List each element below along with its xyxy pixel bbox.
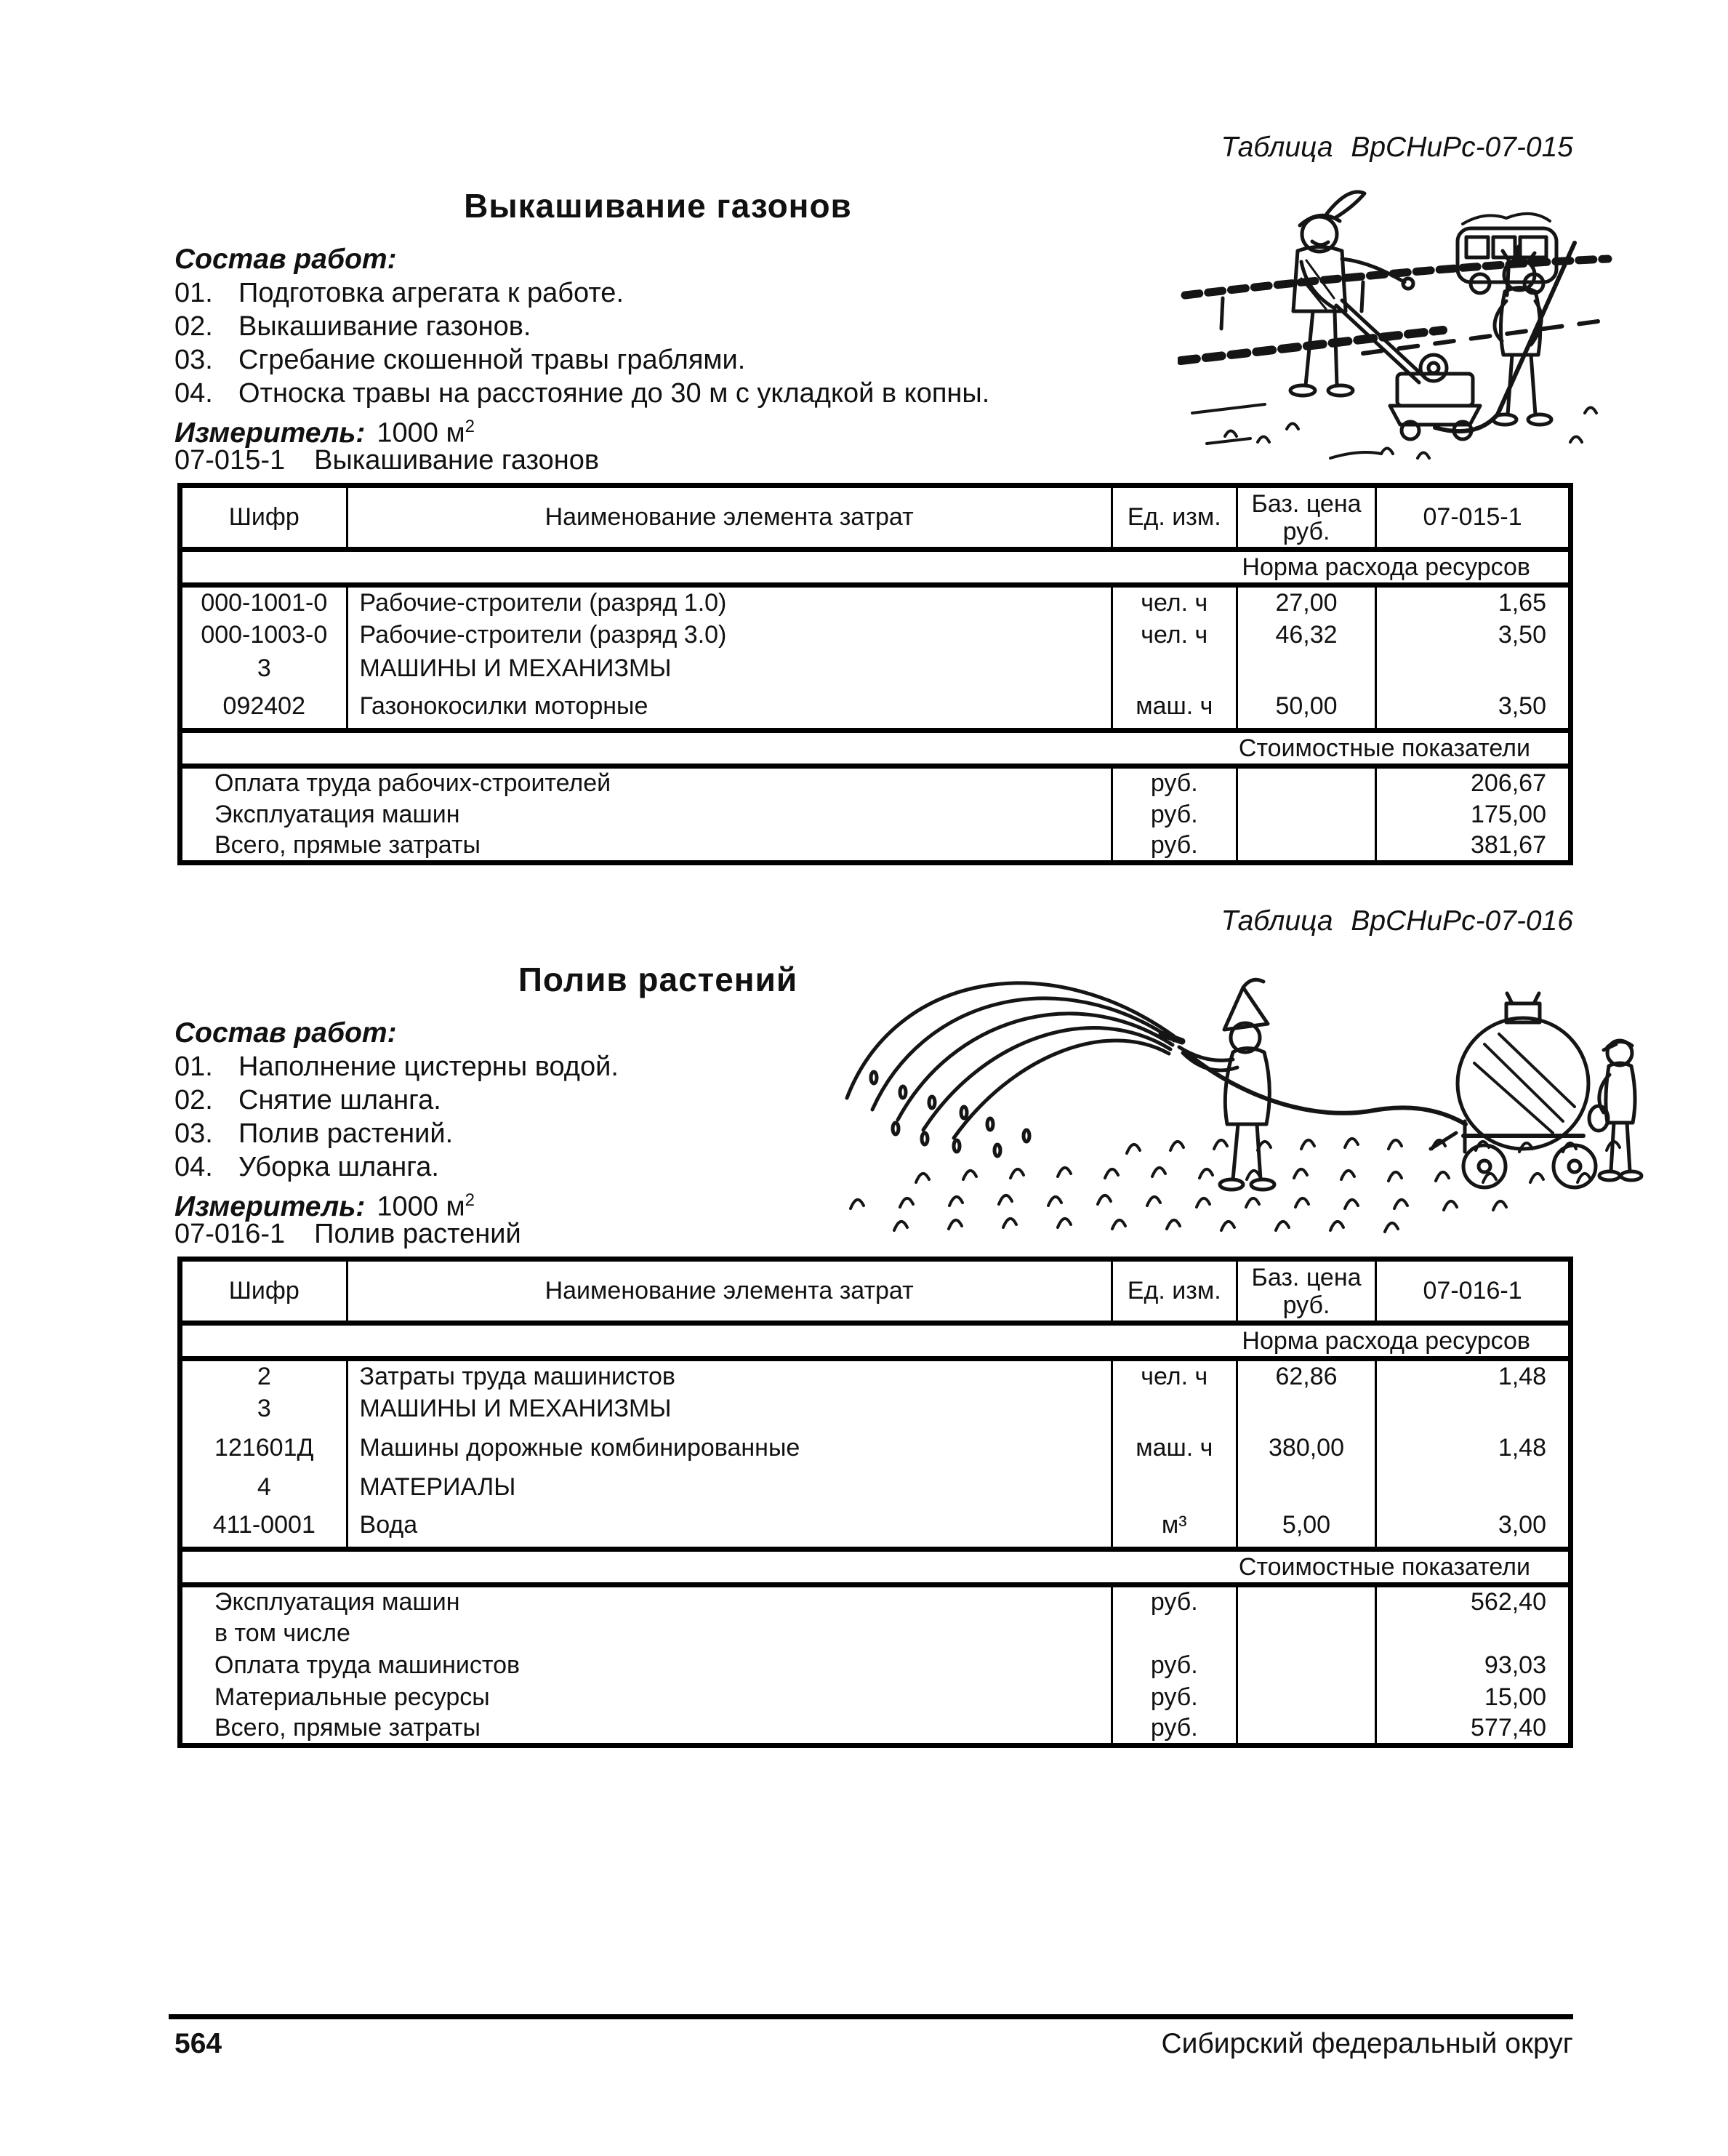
cost-unit: руб.	[1112, 766, 1237, 799]
work-item-text: Полив растений.	[238, 1118, 454, 1149]
meter-superscript: 2	[465, 1190, 475, 1210]
cell-code: 3	[180, 1392, 347, 1426]
band-cost-label: Стоимостные показатели	[180, 1550, 1571, 1585]
cost-base-price	[1237, 830, 1375, 863]
cost-row	[180, 1585, 1571, 1618]
work-item-text: Уборка шланга.	[238, 1152, 439, 1182]
cell-unit: маш. ч	[1112, 1426, 1237, 1471]
work-item-text: Сгребание скошенной травы граблями.	[238, 345, 746, 375]
cell-norm-value: 1,65	[1376, 585, 1571, 619]
cell-code: 092402	[180, 686, 347, 731]
cell-base-price: 380,00	[1237, 1426, 1375, 1471]
cost-value: 206,67	[1376, 766, 1571, 799]
cost-row	[180, 1681, 1571, 1713]
section-title-mowing: Выкашивание газонов	[464, 187, 852, 225]
band-norm-label: Норма расхода ресурсов	[180, 1323, 1571, 1359]
cost-base-price	[1237, 1713, 1375, 1746]
cost-unit	[1112, 1617, 1237, 1649]
cell-unit: маш. ч	[1112, 686, 1237, 731]
cell-name: МАШИНЫ И МЕХАНИЗМЫ	[347, 1392, 1112, 1426]
work-item-text: Подготовка агрегата к работе.	[238, 278, 624, 308]
cost-row	[180, 1713, 1571, 1746]
cost-base-price	[1237, 798, 1375, 830]
cost-label: в том числе	[180, 1617, 1112, 1649]
cost-table-07-015-1	[177, 483, 1573, 865]
section-title-watering: Полив растений	[518, 961, 798, 998]
cell-code: 000-1003-0	[180, 619, 347, 652]
cost-base-price	[1237, 1649, 1375, 1681]
work-item-number: 03.	[174, 1118, 213, 1149]
cell-base-price	[1237, 1392, 1375, 1426]
cost-unit: руб.	[1112, 830, 1237, 863]
cost-unit: руб.	[1112, 1649, 1237, 1681]
cost-table-07-016-1	[177, 1257, 1573, 1748]
table-row-group-header	[180, 1392, 1571, 1426]
col-header-base-price: Баз. цена руб.	[1237, 1259, 1375, 1323]
cell-norm-value	[1376, 1471, 1571, 1504]
cell-norm-value: 1,48	[1376, 1426, 1571, 1471]
table-caption-07-016: Таблица ВрСНиРс-07-016	[1221, 905, 1573, 937]
norm-code: 07-015-1	[174, 445, 286, 476]
cell-unit	[1112, 1471, 1237, 1504]
lawn-mowing-illustration	[1178, 173, 1614, 465]
cell-name: Рабочие-строители (разряд 1.0)	[347, 585, 1112, 619]
cost-label: Эксплуатация машин	[180, 798, 1112, 830]
col-header-unit: Ед. изм.	[1112, 1259, 1237, 1323]
cell-code: 2	[180, 1359, 347, 1392]
cell-base-price: 5,00	[1237, 1504, 1375, 1550]
col-header-base-price: Баз. цена руб.	[1237, 486, 1375, 550]
work-item-text: Наполнение цистерны водой.	[238, 1051, 619, 1082]
cost-label: Оплата труда машинистов	[180, 1649, 1112, 1681]
cell-name: МАТЕРИАЛЫ	[347, 1471, 1112, 1504]
cell-base-price: 50,00	[1237, 686, 1375, 731]
cost-base-price	[1237, 1681, 1375, 1713]
works-label: Состав работ:	[174, 1017, 397, 1049]
table-row	[180, 1504, 1571, 1550]
cell-code: 411-0001	[180, 1504, 347, 1550]
cell-code: 4	[180, 1471, 347, 1504]
works-label: Состав работ:	[174, 244, 397, 275]
cost-row	[180, 1649, 1571, 1681]
cell-name: Рабочие-строители (разряд 3.0)	[347, 619, 1112, 652]
cost-value: 93,03	[1376, 1649, 1571, 1681]
work-item-number: 04.	[174, 1152, 213, 1182]
cost-label: Эксплуатация машин	[180, 1585, 1112, 1618]
page-footer	[174, 2027, 1573, 2061]
cost-unit: руб.	[1112, 1713, 1237, 1746]
table-row	[180, 1426, 1571, 1471]
cost-label: Материальные ресурсы	[180, 1681, 1112, 1713]
table-row	[180, 585, 1571, 619]
cell-base-price: 62,86	[1237, 1359, 1375, 1392]
cell-unit: чел. ч	[1112, 619, 1237, 652]
col-header-unit: Ед. изм.	[1112, 486, 1237, 550]
work-item-text: Выкашивание газонов.	[238, 311, 531, 342]
cell-name: Вода	[347, 1504, 1112, 1550]
cost-unit: руб.	[1112, 1585, 1237, 1618]
cell-unit: чел. ч	[1112, 585, 1237, 619]
work-item-text: Снятие шланга.	[238, 1085, 441, 1115]
meter-label: Измеритель:	[174, 1190, 366, 1222]
table-row	[180, 686, 1571, 731]
work-item-number: 02.	[174, 311, 213, 342]
table-header-row	[180, 1259, 1571, 1323]
band-row-cost	[180, 731, 1571, 766]
work-item-number: 03.	[174, 345, 213, 375]
cell-base-price	[1237, 652, 1375, 686]
table-row	[180, 619, 1571, 652]
cell-base-price: 46,32	[1237, 619, 1375, 652]
cost-row	[180, 798, 1571, 830]
col-header-code: Шифр	[180, 1259, 347, 1323]
cost-label: Всего, прямые затраты	[180, 1713, 1112, 1746]
cost-label: Всего, прямые затраты	[180, 830, 1112, 863]
cell-name: Машины дорожные комбинированные	[347, 1426, 1112, 1471]
work-item-number: 04.	[174, 378, 213, 409]
col-header-norm-code: 07-016-1	[1376, 1259, 1571, 1323]
cost-value: 15,00	[1376, 1681, 1571, 1713]
band-row-cost	[180, 1550, 1571, 1585]
cell-norm-value: 3,50	[1376, 619, 1571, 652]
col-header-code: Шифр	[180, 486, 347, 550]
cell-unit: чел. ч	[1112, 1359, 1237, 1392]
cell-name: Затраты труда машинистов	[347, 1359, 1112, 1392]
cell-unit	[1112, 1392, 1237, 1426]
footer-region: Сибирский федеральный округ	[1161, 2028, 1573, 2059]
cell-base-price: 27,00	[1237, 585, 1375, 619]
work-item-number: 01.	[174, 1051, 213, 1082]
col-header-name: Наименование элемента затрат	[347, 1259, 1112, 1323]
cost-base-price	[1237, 766, 1375, 799]
table-header-row	[180, 486, 1571, 550]
cell-norm-value: 3,00	[1376, 1504, 1571, 1550]
work-item-number: 02.	[174, 1085, 213, 1115]
band-cost-label: Стоимостные показатели	[180, 731, 1571, 766]
norm-code: 07-016-1	[174, 1219, 286, 1249]
cost-unit: руб.	[1112, 798, 1237, 830]
cell-name: МАШИНЫ И МЕХАНИЗМЫ	[347, 652, 1112, 686]
meter-superscript: 2	[465, 417, 475, 436]
cell-unit	[1112, 652, 1237, 686]
cell-code: 000-1001-0	[180, 585, 347, 619]
cost-row	[180, 830, 1571, 863]
meter-label: Измеритель:	[174, 417, 366, 449]
cost-value: 175,00	[1376, 798, 1571, 830]
band-norm-label: Норма расхода ресурсов	[180, 550, 1571, 585]
plant-watering-illustration	[807, 967, 1647, 1236]
cell-norm-value	[1376, 652, 1571, 686]
page-number: 564	[174, 2028, 222, 2059]
meter-value: 1000 м	[377, 1191, 465, 1222]
cell-base-price	[1237, 1471, 1375, 1504]
footer-rule	[169, 2014, 1573, 2019]
cell-norm-value	[1376, 1392, 1571, 1426]
col-header-norm-code: 07-015-1	[1376, 486, 1571, 550]
cell-norm-value: 1,48	[1376, 1359, 1571, 1392]
col-header-name: Наименование элемента затрат	[347, 486, 1112, 550]
table-row-group-header	[180, 652, 1571, 686]
cost-label: Оплата труда рабочих-строителей	[180, 766, 1112, 799]
cost-value: 577,40	[1376, 1713, 1571, 1746]
cost-base-price	[1237, 1617, 1375, 1649]
cost-value: 562,40	[1376, 1585, 1571, 1618]
norm-code-name: Полив растений	[314, 1219, 521, 1249]
cell-unit: м³	[1112, 1504, 1237, 1550]
table-row	[180, 1359, 1571, 1392]
work-item-text: Относка травы на расстояние до 30 м с укладкой в копны.	[238, 378, 990, 409]
cell-norm-value: 3,50	[1376, 686, 1571, 731]
cell-code: 3	[180, 652, 347, 686]
table-row-group-header	[180, 1471, 1571, 1504]
cost-row	[180, 766, 1571, 799]
cell-code: 121601Д	[180, 1426, 347, 1471]
band-row-norm	[180, 550, 1571, 585]
work-item-number: 01.	[174, 278, 213, 308]
norm-code-name: Выкашивание газонов	[314, 445, 600, 476]
table-caption-07-015: Таблица ВрСНиРс-07-015	[1221, 132, 1573, 163]
cost-value: 381,67	[1376, 830, 1571, 863]
cost-value	[1376, 1617, 1571, 1649]
cost-unit: руб.	[1112, 1681, 1237, 1713]
band-row-norm	[180, 1323, 1571, 1359]
cost-base-price	[1237, 1585, 1375, 1618]
cell-name: Газонокосилки моторные	[347, 686, 1112, 731]
meter-value: 1000 м	[377, 417, 465, 449]
cost-row	[180, 1617, 1571, 1649]
